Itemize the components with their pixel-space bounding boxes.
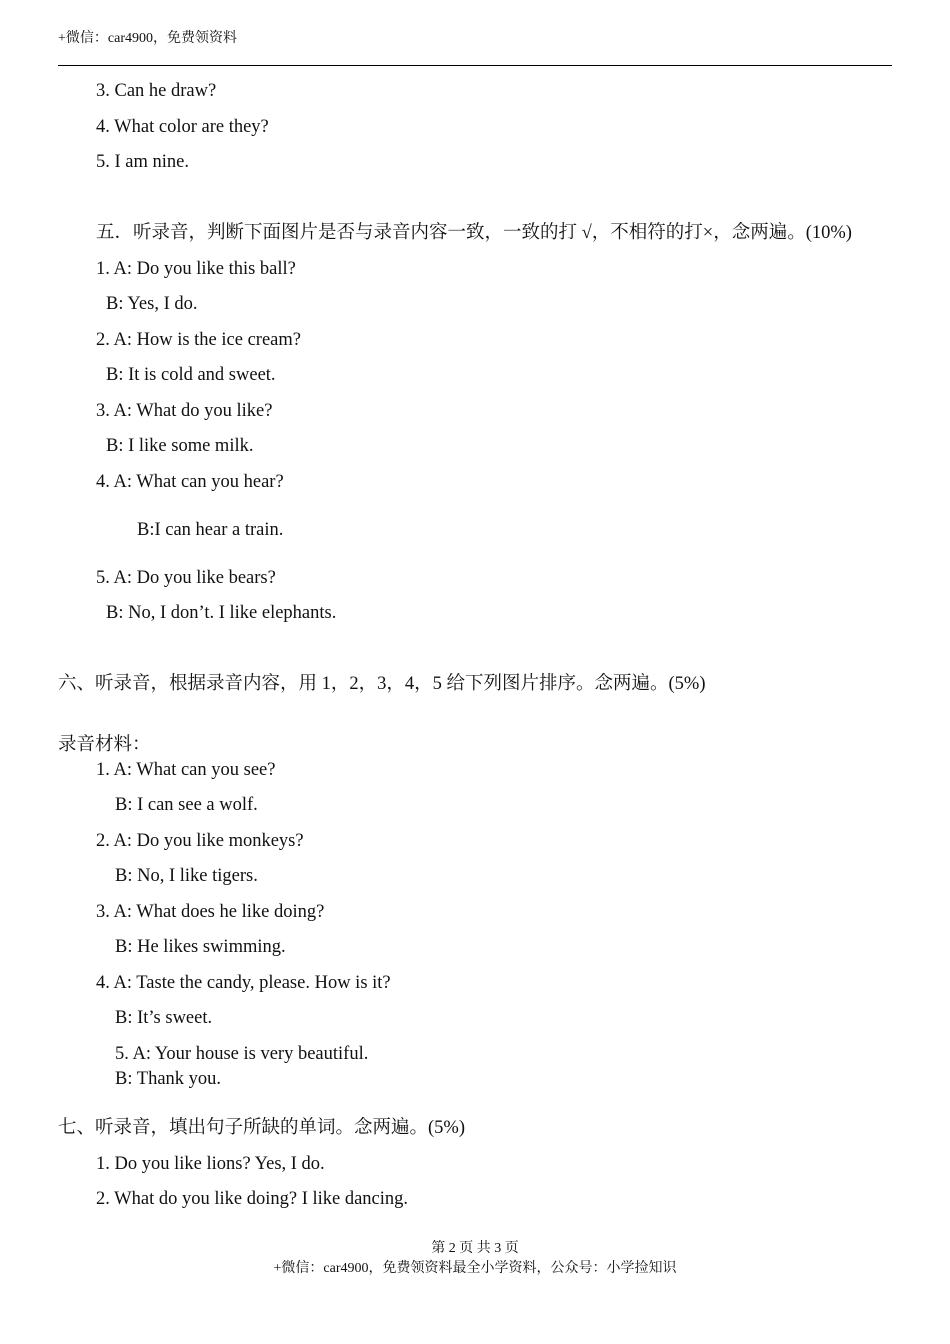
section-5-heading: 五．听录音，判断下面图片是否与录音内容一致，一致的打 √，不相符的打×，念两遍。(10%) bbox=[96, 223, 852, 243]
footer-note: +微信：car4900，免费领资料最全小学资料，公众号：小学捡知识 bbox=[273, 1261, 677, 1276]
dialogue-line: B: It is cold and sweet. bbox=[106, 365, 276, 385]
dialogue-line: B: I like some milk. bbox=[106, 436, 254, 456]
dialogue-line: B: Thank you. bbox=[115, 1069, 222, 1089]
dialogue-line: B: No, I don’t. I like elephants. bbox=[106, 603, 337, 623]
dialogue-line: 5. A: Do you like bears? bbox=[96, 568, 276, 588]
question-item: 2. What do you like doing? I like dancing. bbox=[96, 1189, 409, 1209]
dialogue-line: 3. A: What do you like? bbox=[96, 401, 273, 421]
dialogue-line: 3. A: What does he like doing? bbox=[96, 902, 325, 922]
section-6-heading: 六、听录音，根据录音内容，用 1，2，3，4，5 给下列图片排序。念两遍。(5%) bbox=[58, 674, 706, 694]
page-number: 第 2 页 共 3 页 bbox=[431, 1241, 519, 1256]
section-7-heading: 七、听录音，填出句子所缺的单词。念两遍。(5%) bbox=[58, 1118, 465, 1138]
dialogue-line: B:I can hear a train. bbox=[137, 520, 284, 540]
dialogue-line: 4. A: What can you hear? bbox=[96, 472, 284, 492]
question-item: 1. Do you like lions? Yes, I do. bbox=[96, 1154, 325, 1174]
question-item: 4. What color are they? bbox=[96, 117, 269, 137]
dialogue-line: 4. A: Taste the candy, please. How is it? bbox=[96, 973, 391, 993]
dialogue-line: 1. A: What can you see? bbox=[96, 760, 276, 780]
dialogue-line: B: Yes, I do. bbox=[106, 294, 198, 314]
header-divider bbox=[58, 65, 892, 66]
dialogue-line: B: He likes swimming. bbox=[115, 937, 286, 957]
dialogue-line: 2. A: How is the ice cream? bbox=[96, 330, 301, 350]
page-header: +微信：car4900，免费领资料 bbox=[58, 31, 237, 46]
dialogue-line: 1. A: Do you like this ball? bbox=[96, 259, 296, 279]
dialogue-line: B: It’s sweet. bbox=[115, 1008, 213, 1028]
dialogue-line: 5. A: Your house is very beautiful. bbox=[115, 1044, 369, 1064]
question-item: 5. I am nine. bbox=[96, 152, 189, 172]
material-label: 录音材料： bbox=[58, 735, 151, 755]
dialogue-line: B: No, I like tigers. bbox=[115, 866, 258, 886]
dialogue-line: 2. A: Do you like monkeys? bbox=[96, 831, 304, 851]
question-item: 3. Can he draw? bbox=[96, 81, 217, 101]
dialogue-line: B: I can see a wolf. bbox=[115, 795, 258, 815]
